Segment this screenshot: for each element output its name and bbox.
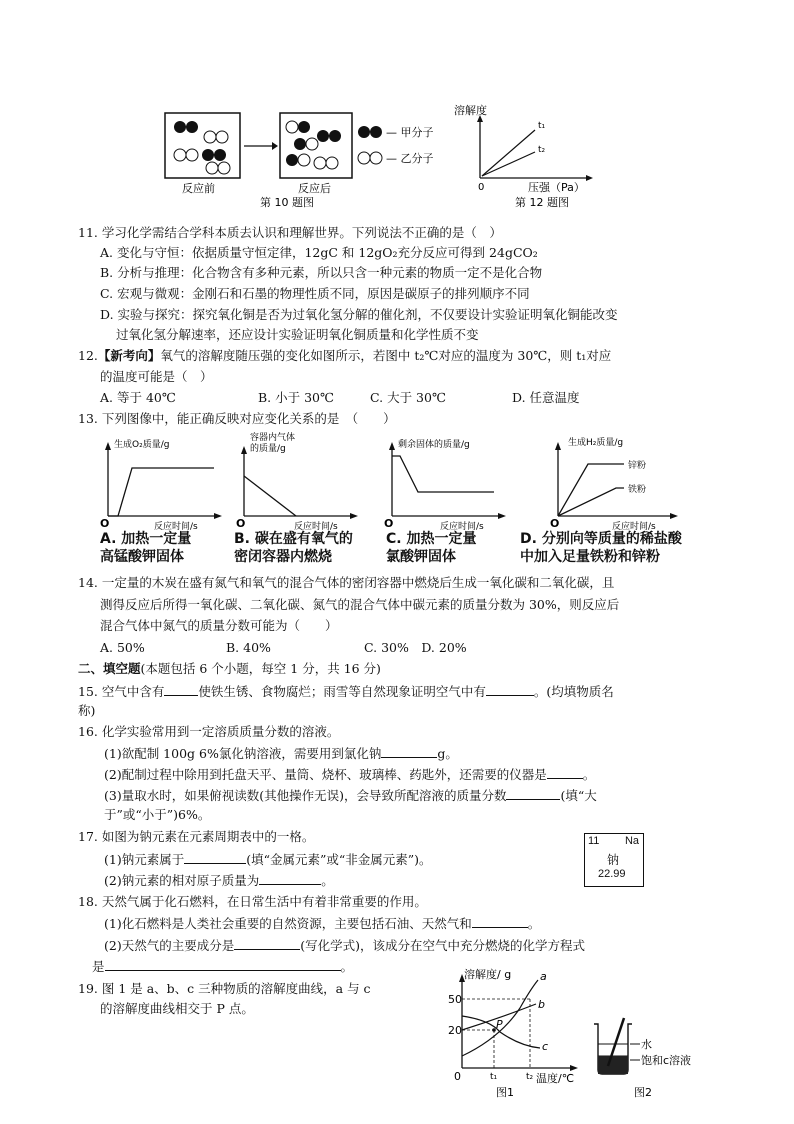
q16-blank-2[interactable] <box>547 765 583 779</box>
q12-stem-cont: 的温度可能是（ ） <box>100 369 213 384</box>
q15-line-2: 称) <box>78 703 96 718</box>
q15-line-1 <box>78 682 614 701</box>
q15-text-1: 15. 空气中含有 <box>78 684 165 699</box>
graph-d-caption-2: 中加入足量铁粉和锌粉 <box>520 549 660 565</box>
fig1-label-c: c <box>542 1040 549 1053</box>
q15-blank-2[interactable] <box>486 682 534 696</box>
graph-b-xlabel: 反应时间/s <box>294 522 338 532</box>
graph-a-xlabel: 反应时间/s <box>154 522 198 532</box>
q16-blank-3[interactable] <box>506 786 560 800</box>
q12-tag: 【新考向】 <box>97 348 161 363</box>
legend-b: — 乙分子 <box>386 152 434 165</box>
fig12-ylabel: 溶解度 <box>454 104 487 117</box>
q16-sub-1-unit: g。 <box>437 746 458 761</box>
q18-sub-2-text: (2)天然气的主要成分是 <box>104 938 235 953</box>
q11-option-c: C. 宏观与微观：金刚石和石墨的物理性质不同，原因是碳原子的排列顺序不同 <box>100 286 530 301</box>
q18-stem: 18. 天然气属于化石燃料，在日常生活中有着非常重要的作用。 <box>78 894 427 909</box>
q13-stem: 13. 下列图像中，能正确反映对应变化关系的是 （ ） <box>78 411 396 426</box>
q16-sub-2-text: (2)配制过程中除用到托盘天平、量筒、烧杯、玻璃棒、药匙外，还需要的仪器是 <box>104 767 547 782</box>
graph-a-ylabel: 生成O₂质量/g <box>114 440 170 450</box>
section-2-desc: (本题包括 6 个小题，每空 1 分，共 16 分) <box>140 661 381 676</box>
graph-c-curve <box>392 456 494 492</box>
fig1-t1: t₁ <box>490 1072 498 1082</box>
q14-line-1: 14. 一定量的木炭在盛有氮气和氧气的混合气体的密闭容器中燃烧后生成一氧化碳和二氧化碳，且 <box>78 575 615 590</box>
q16-sub-3-cont: 于”或“小于”)6%。 <box>104 807 211 822</box>
q12-option-d: D. 任意温度 <box>512 390 580 405</box>
q16-sub-1-text: (1)欲配制 100g 6%氯化钠溶液，需要用到氯化钠 <box>104 746 382 761</box>
q18-blank-1[interactable] <box>472 914 528 928</box>
q17-sub-2-text: (2)钠元素的相对原子质量为 <box>104 873 260 888</box>
q12-number: 12. <box>78 348 98 363</box>
graph-d-ylabel: 生成H₂质量/g <box>568 438 624 448</box>
graph-a-caption-1: A. 加热一定量 <box>100 531 192 547</box>
q19-line-1: 19. 图 1 是 a、b、c 三种物质的溶解度曲线，a 与 c <box>78 981 371 996</box>
graph-b-origin: O <box>236 517 246 530</box>
graph-d-zinc-label: 锌粉 <box>628 461 647 471</box>
q15-text-3: 。(均填物质名 <box>533 684 614 699</box>
q13-graph-a <box>98 430 233 532</box>
fig10-before-label: 反应前 <box>182 182 215 195</box>
q14-option-cd: C. 30% D. 20% <box>364 640 467 655</box>
q16-sub-2 <box>104 765 595 784</box>
q12-option-b: B. 小于 30℃ <box>258 390 334 405</box>
q13-graph-b <box>234 430 369 532</box>
q13-graph-c <box>382 430 517 532</box>
fig1-caption: 图1 <box>496 1086 514 1099</box>
fig12-xlabel: 压强（Pa） <box>528 181 585 194</box>
q13-graph-d <box>548 430 688 532</box>
q16-sub-3-text: (3)量取水时，如果俯视读数(其他操作无误)，会导致所配溶液的质量分数 <box>104 788 507 803</box>
q11-option-b: B. 分析与推理：化合物含有多种元素，所以只含一种元素的物质一定不是化合物 <box>100 265 543 280</box>
q17-sub-1-hint: (填“金属元素”或“非金属元素”)。 <box>246 852 432 867</box>
q19-fig2 <box>588 1016 698 1100</box>
graph-a-curve <box>108 468 214 516</box>
q18-sub-1-text: (1)化石燃料是人类社会重要的自然资源，主要包括石油、天然气和 <box>104 916 472 931</box>
fig1-y20: 20 <box>448 1024 462 1037</box>
graph-a-origin: O <box>100 517 110 530</box>
graph-a-caption-2: 高锰酸钾固体 <box>100 549 184 565</box>
q15-blank-1[interactable] <box>164 682 198 696</box>
graph-c-caption-2: 氯酸钾固体 <box>386 549 456 565</box>
element-symbol: Na <box>624 835 639 847</box>
q17-blank-2[interactable] <box>259 871 321 885</box>
graph-d-caption-1: D. 分别向等质量的稀盐酸 <box>520 531 682 547</box>
q16-sub-1 <box>104 744 458 763</box>
fig12-t2: t₂ <box>538 145 546 155</box>
q19-fig1 <box>440 968 585 1100</box>
element-mass: 22.99 <box>598 868 626 880</box>
element-number: 11 <box>588 835 600 847</box>
graph-b-caption-1: B. 碳在盛有氧气的 <box>234 531 353 547</box>
q18-blank-2[interactable] <box>234 936 300 950</box>
fig10-before-molecules <box>174 121 230 174</box>
fig12-line-t1 <box>482 130 535 176</box>
q18-sub-3 <box>92 957 353 976</box>
q18-sub-2-hint: (写化学式)，该成分在空气中充分燃烧的化学方程式 <box>300 938 585 953</box>
q17-sub-1 <box>104 850 432 869</box>
q14-line-3: 混合气体中氮气的质量分数可能为（ ） <box>100 618 338 633</box>
graph-d-zinc-curve <box>558 464 624 516</box>
graph-b-ylabel-1: 容器内气体 <box>250 433 296 443</box>
q11-option-d: D. 实验与探究：探究氧化铜是否为过氧化氢分解的催化剂，不仅要设计实验证明氧化铜能改变 <box>100 307 618 322</box>
section-2-heading <box>78 660 381 678</box>
element-name: 钠 <box>607 853 620 867</box>
section-2-title: 二、填空题 <box>78 661 141 676</box>
fig2-caption: 图2 <box>634 1086 652 1099</box>
q12-stem <box>78 347 611 365</box>
fig10-after-molecules <box>286 121 341 169</box>
q14-option-b: B. 40% <box>226 640 271 655</box>
fig12-t1: t₁ <box>538 121 546 131</box>
fig1-y50: 50 <box>448 993 462 1006</box>
fig1-label-p: P <box>496 1018 503 1031</box>
q17-stem: 17. 如图为钠元素在元素周期表中的一格。 <box>78 829 315 844</box>
q15-text-2: 使铁生锈、食物腐烂；雨雪等自然现象证明空气中有 <box>198 684 486 699</box>
fig1-origin: 0 <box>454 1070 461 1083</box>
q12-option-c: C. 大于 30℃ <box>370 390 446 405</box>
fig1-ylabel: 溶解度/ g <box>464 968 512 981</box>
q14-option-a: A. 50% <box>100 640 145 655</box>
q11-stem: 11. 学习化学需结合学科本质去认识和理解世界。下列说法不正确的是（ ） <box>78 225 502 240</box>
legend-a: — 甲分子 <box>386 126 434 139</box>
q16-stem: 16. 化学实验常用到一定溶质质量分数的溶液。 <box>78 724 340 739</box>
q14-line-2: 测得反应后所得一氧化碳、二氧化碳、氮气的混合气体中碳元素的质量分数为 30%，则反应后 <box>100 597 620 612</box>
q16-sub-2-end: 。 <box>582 767 596 782</box>
graph-b-curve <box>244 476 296 516</box>
q17-sub-1-text: (1)钠元素属于 <box>104 852 185 867</box>
q18-sub-3-end: 。 <box>340 959 354 974</box>
q17-sub-2 <box>104 871 334 890</box>
graph-c-ylabel: 剩余固体的质量/g <box>398 440 470 450</box>
graph-d-xlabel: 反应时间/s <box>612 522 656 532</box>
fig2-water-label: 水 <box>641 1038 652 1051</box>
fig2-solution-label: 饱和c溶液 <box>641 1054 692 1067</box>
fig1-t2: t₂ <box>526 1072 534 1082</box>
q12-option-a: A. 等于 40℃ <box>100 390 176 405</box>
fig1-xlabel: 温度/℃ <box>536 1072 575 1085</box>
graph-d-iron-label: 铁粉 <box>628 485 647 495</box>
graph-c-origin: O <box>384 517 394 530</box>
graph-d-iron-curve <box>558 488 624 516</box>
q11-option-a: A. 变化与守恒：依据质量守恒定律，12gC 和 12gO₂充分反应可得到 24gCO₂ <box>100 245 538 260</box>
fig12-line-t2 <box>482 152 535 176</box>
sodium-element-cell <box>584 833 644 887</box>
graph-c-caption-1: C. 加热一定量 <box>386 531 477 547</box>
q17-blank-1[interactable] <box>184 850 246 864</box>
graph-b-ylabel-2: 的质量/g <box>250 444 286 454</box>
graph-c-xlabel: 反应时间/s <box>440 522 484 532</box>
q12-stem-text: 氧气的溶解度随压强的变化如图所示，若图中 t₂℃对应的温度为 30℃，则 t₁对应 <box>160 348 612 363</box>
q16-sub-3-hint: (填“大 <box>560 788 597 803</box>
fig1-label-b: b <box>538 998 545 1011</box>
top-figures <box>160 100 600 212</box>
q17-sub-2-end: 。 <box>321 873 334 888</box>
q16-sub-3 <box>104 786 597 805</box>
graph-d-origin: O <box>550 517 560 530</box>
q18-blank-3[interactable] <box>105 957 341 971</box>
fig12-origin: 0 <box>478 182 485 193</box>
fig1-label-a: a <box>540 970 547 983</box>
fig12-caption: 第 12 题图 <box>515 196 569 209</box>
q18-sub-2 <box>104 936 585 955</box>
q16-blank-1[interactable] <box>381 744 437 758</box>
graph-b-caption-2: 密闭容器内燃烧 <box>234 549 332 565</box>
q18-sub-1-end: 。 <box>527 916 541 931</box>
q18-sub-1 <box>104 914 540 933</box>
q19-line-2: 的溶解度曲线相交于 P 点。 <box>100 1001 254 1016</box>
q11-option-d-cont: 过氧化氢分解速率，还应设计实验证明氧化铜质量和化学性质不变 <box>116 327 479 342</box>
fig10-after-label: 反应后 <box>298 182 331 195</box>
fig10-caption: 第 10 题图 <box>260 196 314 209</box>
q18-sub-3-text: 是 <box>92 959 105 974</box>
fig10-after-box <box>280 113 352 178</box>
